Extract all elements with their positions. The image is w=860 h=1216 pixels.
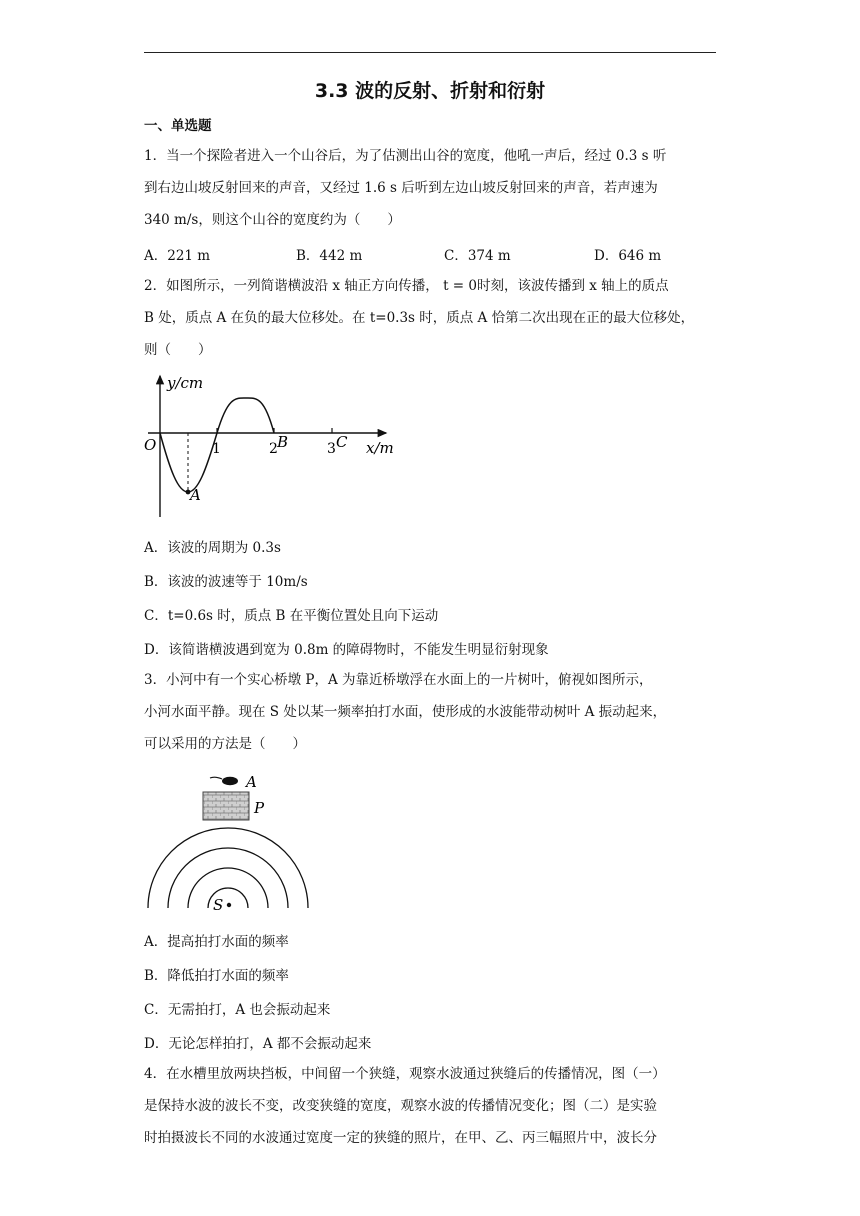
point-a-label: A <box>190 486 201 504</box>
point-c-label: C <box>336 433 348 451</box>
question-2-stem <box>144 270 718 366</box>
origin-label: O <box>144 436 157 454</box>
option-c[interactable]: C．374 m <box>444 248 511 264</box>
tick-label-2: 2 <box>269 441 278 457</box>
option-b[interactable]: B．442 m <box>296 248 363 264</box>
option-c[interactable]: C．t=0.6s 时，质点 B 在平衡位置处且向下运动 <box>144 608 439 624</box>
y-axis-label: y/cm <box>167 374 204 392</box>
question-4-line: 4．在水槽里放两块挡板，中间留一个狭缝，观察水波通过狭缝后的传播情况，图（一） <box>144 1066 666 1082</box>
page-title: 3.3 波的反射、折射和衍射 <box>314 80 546 102</box>
bridge-pier <box>203 792 249 820</box>
question-3-line: 可以采用的方法是（ ） <box>144 736 306 752</box>
question-4-line: 时拍摄波长不同的水波通过宽度一定的狭缝的照片，在甲、乙、丙三幅照片中，波长分 <box>144 1130 657 1146</box>
bridge-pier-figure <box>140 768 320 914</box>
question-3-stem <box>144 664 718 760</box>
question-3-line: 3．小河中有一个实心桥墩 P，A 为靠近桥墩浮在水面上的一片树叶，俯视如图所示， <box>144 672 653 688</box>
wave-graph-figure <box>140 370 410 520</box>
option-b[interactable]: B．降低拍打水面的频率 <box>144 968 289 984</box>
option-b[interactable]: B．该波的波速等于 10m/s <box>144 574 308 590</box>
source-dot <box>227 903 231 907</box>
question-4-stem <box>144 1058 718 1154</box>
question-1-stem <box>144 140 718 236</box>
question-1-line: 到右边山坡反射回来的声音，又经过 1.6 s 后听到左边山坡反射回来的声音，若声速为 <box>144 180 658 196</box>
question-2-line: 2．如图所示，一列简谐横波沿 x 轴正方向传播， t = 0时刻，该波传播到 x 轴上的质点 <box>144 278 669 294</box>
leaf-a-label: A <box>246 773 257 791</box>
source-s-label: S <box>213 896 224 914</box>
option-d[interactable]: D．该简谐横波遇到宽为 0.8m 的障碍物时，不能发生明显衍射现象 <box>144 642 549 658</box>
leaf-icon <box>222 777 238 785</box>
option-d[interactable]: D．无论怎样拍打，A 都不会振动起来 <box>144 1036 372 1052</box>
option-a[interactable]: A．221 m <box>144 248 211 264</box>
option-c[interactable]: C．无需拍打，A 也会振动起来 <box>144 1002 331 1018</box>
option-a[interactable]: A．该波的周期为 0.3s <box>144 540 281 556</box>
point-b-label: B <box>277 433 289 451</box>
header-rule <box>144 52 716 53</box>
question-3-line: 小河水面平静。现在 S 处以某一频率拍打水面，使形成的水波能带动树叶 A 振动起来， <box>144 704 667 720</box>
tick-label-3: 3 <box>327 441 336 457</box>
question-2-line: 则（ ） <box>144 342 212 358</box>
option-d[interactable]: D．646 m <box>594 248 662 264</box>
question-2-line: B 处，质点 A 在负的最大位移处。在 t=0.3s 时，质点 A 恰第二次出现在正的最大位移处， <box>144 310 695 326</box>
x-axis-label: x/m <box>366 439 394 457</box>
section-heading: 一、单选题 <box>144 118 212 134</box>
question-1-line: 1．当一个探险者进入一个山谷后，为了估测出山谷的宽度，他吼一声后，经过 0.3 s 听 <box>144 148 667 164</box>
question-1-line: 340 m/s，则这个山谷的宽度约为（ ） <box>144 212 401 228</box>
tick-label-1: 1 <box>212 441 221 457</box>
pier-p-label: P <box>254 799 265 817</box>
wavefronts <box>148 828 308 908</box>
option-a[interactable]: A．提高拍打水面的频率 <box>144 934 289 950</box>
question-4-line: 是保持水波的波长不变，改变狭缝的宽度，观察水波的传播情况变化；图（二）是实验 <box>144 1098 657 1114</box>
